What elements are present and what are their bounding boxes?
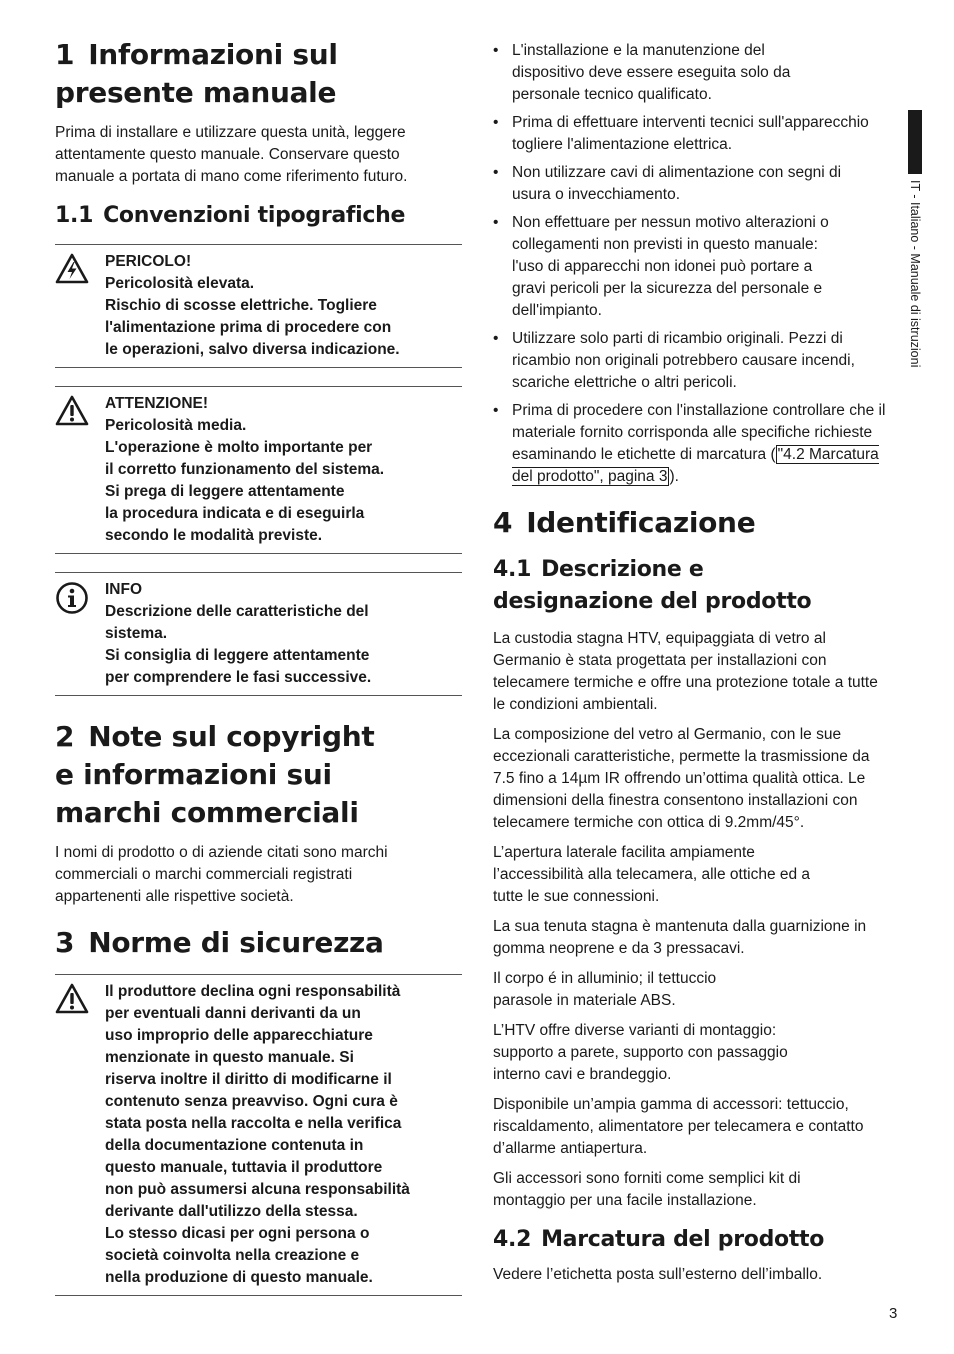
side-tab-marker (908, 110, 922, 174)
liability-warning (55, 974, 462, 1296)
notice-line: sistema. (105, 625, 168, 642)
notice-line: PERICOLO! (105, 253, 192, 270)
list-item: • Prima di effettuare interventi tecnici sull'apparecchio togliere l'alimentazione elettrica. (493, 112, 893, 156)
notice-line: INFO (105, 581, 143, 598)
heading-text: presente manuale (55, 76, 337, 109)
danger-notice (55, 244, 462, 368)
section-number: 4 (493, 506, 513, 539)
notice-line: Rischio di scosse elettriche. Togliere (105, 297, 377, 314)
notice-line: nella produzione di questo manuale. (105, 1269, 373, 1286)
electric-warning-icon (55, 251, 105, 361)
notice-line: contenuto senza preavviso. Ogni cura è (105, 1093, 398, 1110)
section-1-body: Prima di installare e utilizzare questa unità, leggere attentamente questo manuale. Conservare questo manuale a portata di mano come riferimento futuro. (55, 124, 408, 185)
section-number: 1 (55, 38, 75, 71)
notice-line: riserva inoltre il diritto di modificarne il (105, 1071, 392, 1088)
paragraph: Disponibile un’ampia gamma di accessori: tettuccio, riscaldamento, alimentatore per telecamera e contatto d’allarme antiapertura. (493, 1096, 864, 1157)
paragraph: Il corpo é in alluminio; il tettuccio parasole in materiale ABS. (493, 970, 717, 1009)
notice-line: Si prega di leggere attentamente (105, 483, 345, 500)
section-4-heading (493, 504, 893, 542)
section-3-heading (55, 924, 462, 962)
info-icon (55, 579, 105, 689)
notice-line: Pericolosità media. (105, 417, 247, 434)
notice-line: secondo le modalità previste. (105, 527, 323, 544)
caution-notice (55, 386, 462, 554)
section-number: 4.1 (493, 557, 532, 582)
notice-line: il corretto funzionamento del sistema. (105, 461, 385, 478)
notice-line: società coinvolta nella creazione e (105, 1247, 360, 1264)
heading-text: e informazioni sui (55, 758, 332, 791)
cross-reference-link[interactable]: "4.2 Marcatura del prodotto", pagina 3 (512, 446, 879, 485)
notice-text (105, 393, 384, 547)
page-number: 3 (889, 1305, 898, 1322)
paragraph: La composizione del vetro al Germanio, con le sue eccezionali caratteristiche, permette la trasmissione da 7.5 fino a 14µm IR offrendo un’ottima qualità ottica. Le dimensioni della finestra consentono installazioni con telecamere termiche con ottica di 9.2mm/45°. (493, 726, 870, 831)
list-item-text: Prima di procedere con l'installazione controllare che il materiale fornito corrisponda alle specifiche richieste esaminando le etichette di marcatura ( (512, 402, 886, 463)
notice-line: Si consiglia di leggere attentamente (105, 647, 370, 664)
section-4-1-heading (493, 554, 893, 618)
paragraph: La sua tenuta stagna è mantenuta dalla guarnizione in gomma neoprene e da 3 pressacavi. (493, 918, 867, 957)
list-item (493, 400, 893, 488)
heading-text: Norme di sicurezza (88, 926, 384, 959)
notice-line: le operazioni, salvo diversa indicazione. (105, 341, 400, 358)
notice-line: l'alimentazione prima di procedere con (105, 319, 392, 336)
safety-list (493, 40, 893, 488)
list-item-text: ). (669, 468, 679, 485)
heading-text: marchi commerciali (55, 796, 359, 829)
section-number: 2 (55, 720, 75, 753)
section-4-2-body: Vedere l’etichetta posta sull’esterno dell’imballo. (493, 1266, 823, 1283)
section-2-body: I nomi di prodotto o di aziende citati sono marchi commerciali o marchi commerciali registrati appartenenti alle rispettive società. (55, 844, 388, 905)
paragraph: L’HTV offre diverse varianti di montaggio: supporto a parete, supporto con passaggio interno cavi e brandeggio. (493, 1022, 788, 1083)
section-number: 3 (55, 926, 75, 959)
notice-line: della documentazione contenuta in (105, 1137, 364, 1154)
notice-line: L'operazione è molto importante per (105, 439, 373, 456)
notice-line: per comprendere le fasi successive. (105, 669, 372, 686)
section-2-heading (55, 718, 462, 832)
heading-text: Identificazione (526, 506, 756, 539)
list-item: • Non utilizzare cavi di alimentazione con segni di usura o invecchiamento. (493, 162, 842, 206)
heading-text: Note sul copyright (88, 720, 375, 753)
left-column (55, 36, 462, 1296)
list-item: • L'installazione e la manutenzione del dispositivo deve essere eseguita solo da personale tecnico qualificato. (493, 40, 792, 106)
heading-text: designazione del prodotto (493, 589, 812, 614)
section-number: 1.1 (55, 203, 94, 228)
section-1-heading (55, 36, 462, 112)
list-item: • Utilizzare solo parti di ricambio originali. Pezzi di ricambio non originali potrebbero causare incendi, scariche elettriche o altri pericoli. (493, 328, 867, 394)
paragraph: La custodia stagna HTV, equipaggiata di vetro al Germanio è stata progettata per installazioni con telecamere termiche e offre una protezione totale a tutte le condizioni ambientali. (493, 630, 878, 713)
info-notice (55, 572, 462, 696)
heading-text: Convenzioni tipografiche (103, 203, 406, 228)
warning-icon (55, 981, 105, 1289)
heading-text: Marcatura del prodotto (541, 1227, 825, 1252)
notice-line: Descrizione delle caratteristiche del (105, 603, 369, 620)
notice-line: per eventuali danni derivanti da un (105, 1005, 361, 1022)
notice-line: non può assumersi alcuna responsabilità (105, 1181, 410, 1198)
notice-line: ATTENZIONE! (105, 395, 209, 412)
notice-text (105, 981, 410, 1289)
section-number: 4.2 (493, 1227, 532, 1252)
heading-text: Descrizione e (541, 557, 704, 582)
notice-line: stata posta nella raccolta e nella verifica (105, 1115, 402, 1132)
notice-line: menzionate in questo manuale. Si (105, 1049, 354, 1066)
heading-text: Informazioni sul (88, 38, 338, 71)
side-label: IT - Italiano - Manuale di istruzioni (908, 180, 922, 368)
paragraph: Gli accessori sono forniti come semplici kit di montaggio per una facile installazione. (493, 1170, 801, 1209)
section-4-2-heading (493, 1224, 893, 1256)
list-item: • Non effettuare per nessun motivo alterazioni o collegamenti non previsti in questo manuale: l'uso di apparecchi non idonei può portare a gravi pericoli per la sicurezza del personale e dell'impianto. (493, 212, 832, 322)
notice-line: Lo stesso dicasi per ogni persona o (105, 1225, 370, 1242)
notice-line: la procedura indicata e di eseguirla (105, 505, 365, 522)
notice-line: uso improprio delle apparecchiature (105, 1027, 373, 1044)
section-1-1-heading (55, 200, 462, 232)
right-column (493, 40, 893, 1294)
notice-line: derivante dall'utilizzo della stessa. (105, 1203, 358, 1220)
notice-line: Pericolosità elevata. (105, 275, 255, 292)
warning-icon (55, 393, 105, 547)
notice-text (105, 251, 400, 361)
notice-text (105, 579, 371, 689)
notice-line: questo manuale, tuttavia il produttore (105, 1159, 383, 1176)
notice-line: Il produttore declina ogni responsabilità (105, 983, 401, 1000)
paragraph: L’apertura laterale facilita ampiamente l’accessibilità alla telecamera, alle ottiche ed a tutte le sue connessioni. (493, 844, 811, 905)
